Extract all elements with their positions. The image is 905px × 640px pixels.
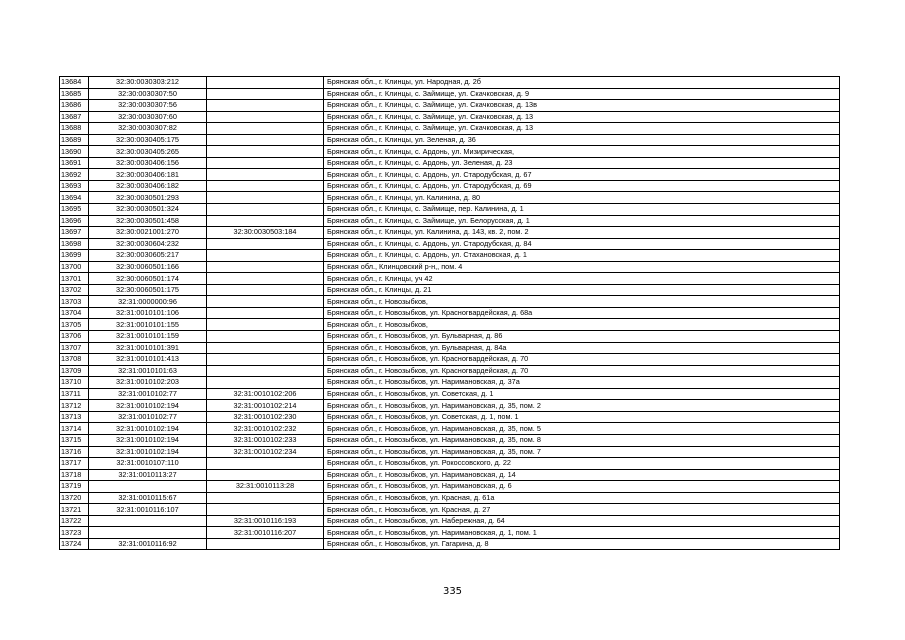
row-number-cell: 13692 [60, 169, 89, 181]
address-cell: Брянская обл., г. Новозыбков, ул. Гагарина, д. 8 [324, 538, 840, 550]
related-cadastral-number-cell: 32:31:0010102:214 [207, 400, 324, 412]
cadastral-number-cell: 32:30:0021001:270 [89, 227, 207, 239]
related-cadastral-number-cell [207, 123, 324, 135]
cadastral-number-cell [89, 481, 207, 493]
table-row [60, 504, 840, 516]
row-number-cell: 13689 [60, 134, 89, 146]
address-cell: Брянская обл., г. Клинцы, с. Займище, пер. Калинина, д. 1 [324, 204, 840, 216]
row-number-cell: 13720 [60, 492, 89, 504]
table-row [60, 538, 840, 550]
cadastral-number-cell: 32:30:0030604:232 [89, 238, 207, 250]
address-cell: Брянская обл., г. Новозыбков, ул. Рокоссовского, д. 22 [324, 458, 840, 470]
related-cadastral-number-cell [207, 77, 324, 89]
row-number-cell: 13693 [60, 180, 89, 192]
table-row [60, 261, 840, 273]
row-number-cell: 13684 [60, 77, 89, 89]
address-cell: Брянская обл., г. Новозыбков, ул. Наримановская, д. 14 [324, 469, 840, 481]
related-cadastral-number-cell [207, 238, 324, 250]
related-cadastral-number-cell [207, 284, 324, 296]
cadastral-number-cell: 32:30:0030307:82 [89, 123, 207, 135]
table-row [60, 400, 840, 412]
cadastral-number-cell [89, 527, 207, 539]
related-cadastral-number-cell [207, 538, 324, 550]
table-row [60, 434, 840, 446]
row-number-cell: 13712 [60, 400, 89, 412]
related-cadastral-number-cell [207, 111, 324, 123]
address-cell: Брянская обл., г. Новозыбков, ул. Наримановская, д. 6 [324, 481, 840, 493]
address-cell: Брянская обл., г. Клинцы, ул. Зеленая, д. 36 [324, 134, 840, 146]
related-cadastral-number-cell [207, 261, 324, 273]
row-number-cell: 13687 [60, 111, 89, 123]
table-row [60, 492, 840, 504]
related-cadastral-number-cell: 32:31:0010102:230 [207, 411, 324, 423]
address-cell: Брянская обл., г. Клинцы, с. Займище, ул. Скачковская, д. 13в [324, 100, 840, 112]
cadastral-number-cell: 32:30:0030307:56 [89, 100, 207, 112]
table-row [60, 111, 840, 123]
table-row [60, 365, 840, 377]
cadastral-number-cell: 32:31:0010116:92 [89, 538, 207, 550]
table-row [60, 192, 840, 204]
row-number-cell: 13715 [60, 434, 89, 446]
related-cadastral-number-cell [207, 273, 324, 285]
row-number-cell: 13724 [60, 538, 89, 550]
address-cell: Брянская обл., г. Клинцы, ул. Калинина, д. 80 [324, 192, 840, 204]
table-row [60, 227, 840, 239]
cadastral-number-cell: 32:31:0010102:77 [89, 388, 207, 400]
cadastral-number-cell: 32:30:0030406:156 [89, 157, 207, 169]
address-cell: Брянская обл., г. Новозыбков, ул. Наримановская, д. 35, пом. 5 [324, 423, 840, 435]
row-number-cell: 13700 [60, 261, 89, 273]
address-cell: Брянская обл., г. Новозыбков, ул. Красногвардейская, д. 68а [324, 307, 840, 319]
row-number-cell: 13706 [60, 331, 89, 343]
table-row [60, 284, 840, 296]
page-number: 335 [442, 586, 463, 597]
address-cell: Брянская обл., г. Клинцы, с. Ардонь, ул. Зеленая, д. 23 [324, 157, 840, 169]
address-cell: Брянская обл., Клинцовский р-н,, пом. 4 [324, 261, 840, 273]
related-cadastral-number-cell [207, 250, 324, 262]
row-number-cell: 13691 [60, 157, 89, 169]
cadastral-number-cell: 32:31:0010101:413 [89, 354, 207, 366]
address-cell: Брянская обл., г. Новозыбков, ул. Красногвардейская, д. 70 [324, 365, 840, 377]
cadastral-number-cell: 32:31:0010101:63 [89, 365, 207, 377]
table-row [60, 331, 840, 343]
table-row [60, 204, 840, 216]
table-row [60, 377, 840, 389]
row-number-cell: 13702 [60, 284, 89, 296]
address-cell: Брянская обл., г. Клинцы, с. Займище, ул. Скачковская, д. 9 [324, 88, 840, 100]
row-number-cell: 13713 [60, 411, 89, 423]
row-number-cell: 13696 [60, 215, 89, 227]
row-number-cell: 13690 [60, 146, 89, 158]
cadastral-number-cell: 32:31:0010102:194 [89, 446, 207, 458]
address-cell: Брянская обл., г. Новозыбков, ул. Советская, д. 1 [324, 388, 840, 400]
address-cell: Брянская обл., г. Новозыбков, ул. Наримановская, д. 35, пом. 7 [324, 446, 840, 458]
table-row [60, 88, 840, 100]
table-row [60, 100, 840, 112]
cadastral-number-cell: 32:30:0030405:265 [89, 146, 207, 158]
related-cadastral-number-cell [207, 146, 324, 158]
row-number-cell: 13694 [60, 192, 89, 204]
row-number-cell: 13701 [60, 273, 89, 285]
related-cadastral-number-cell: 32:31:0010116:193 [207, 515, 324, 527]
row-number-cell: 13719 [60, 481, 89, 493]
cadastral-number-cell: 32:31:0010116:107 [89, 504, 207, 516]
cadastral-number-cell: 32:31:0010102:194 [89, 400, 207, 412]
related-cadastral-number-cell [207, 307, 324, 319]
cadastral-number-cell: 32:30:0030501:458 [89, 215, 207, 227]
related-cadastral-number-cell [207, 169, 324, 181]
cadastral-number-cell: 32:31:0000000:96 [89, 296, 207, 308]
address-cell: Брянская обл., г. Клинцы, уч 42 [324, 273, 840, 285]
cadastral-number-cell: 32:30:0030406:181 [89, 169, 207, 181]
row-number-cell: 13705 [60, 319, 89, 331]
cadastral-number-cell: 32:30:0030307:50 [89, 88, 207, 100]
related-cadastral-number-cell [207, 469, 324, 481]
related-cadastral-number-cell [207, 192, 324, 204]
address-cell: Брянская обл., г. Новозыбков, [324, 319, 840, 331]
related-cadastral-number-cell: 32:30:0030503:184 [207, 227, 324, 239]
address-cell: Брянская обл., г. Новозыбков, ул. Красная, д. 61а [324, 492, 840, 504]
table-row [60, 481, 840, 493]
related-cadastral-number-cell: 32:31:0010102:232 [207, 423, 324, 435]
related-cadastral-number-cell: 32:31:0010102:234 [207, 446, 324, 458]
table-row [60, 354, 840, 366]
table-row [60, 458, 840, 470]
address-cell: Брянская обл., г. Клинцы, с. Займище, ул. Скачковская, д. 13 [324, 111, 840, 123]
address-cell: Брянская обл., г. Новозыбков, ул. Красногвардейская, д. 70 [324, 354, 840, 366]
row-number-cell: 13704 [60, 307, 89, 319]
address-cell: Брянская обл., г. Клинцы, с. Ардонь, ул. Мизирическая, [324, 146, 840, 158]
table-row [60, 469, 840, 481]
table-row [60, 388, 840, 400]
row-number-cell: 13714 [60, 423, 89, 435]
table-row [60, 319, 840, 331]
address-cell: Брянская обл., г. Клинцы, ул. Народная, д. 2б [324, 77, 840, 89]
address-cell: Брянская обл., г. Новозыбков, [324, 296, 840, 308]
table-row [60, 411, 840, 423]
table-row [60, 515, 840, 527]
related-cadastral-number-cell [207, 319, 324, 331]
row-number-cell: 13707 [60, 342, 89, 354]
related-cadastral-number-cell: 32:31:0010116:207 [207, 527, 324, 539]
row-number-cell: 13710 [60, 377, 89, 389]
cadastral-number-cell: 32:30:0060501:175 [89, 284, 207, 296]
cadastral-number-cell: 32:31:0010113:27 [89, 469, 207, 481]
related-cadastral-number-cell [207, 504, 324, 516]
cadastral-number-cell: 32:30:0030406:182 [89, 180, 207, 192]
table-row [60, 215, 840, 227]
cadastral-number-cell: 32:31:0010102:203 [89, 377, 207, 389]
row-number-cell: 13709 [60, 365, 89, 377]
related-cadastral-number-cell: 32:31:0010113:28 [207, 481, 324, 493]
cadastral-number-cell: 32:31:0010101:159 [89, 331, 207, 343]
row-number-cell: 13697 [60, 227, 89, 239]
related-cadastral-number-cell [207, 88, 324, 100]
address-cell: Брянская обл., г. Клинцы, с. Займище, ул. Скачковская, д. 13 [324, 123, 840, 135]
row-number-cell: 13718 [60, 469, 89, 481]
row-number-cell: 13695 [60, 204, 89, 216]
table-row [60, 446, 840, 458]
row-number-cell: 13721 [60, 504, 89, 516]
address-cell: Брянская обл., г. Новозыбков, ул. Советская, д. 1, пом. 1 [324, 411, 840, 423]
property-table-body [60, 77, 840, 550]
address-cell: Брянская обл., г. Новозыбков, ул. Наримановская, д. 35, пом. 8 [324, 434, 840, 446]
table-row [60, 296, 840, 308]
address-cell: Брянская обл., г. Новозыбков, ул. Наримановская, д. 37а [324, 377, 840, 389]
related-cadastral-number-cell [207, 458, 324, 470]
address-cell: Брянская обл., г. Клинцы, д. 21 [324, 284, 840, 296]
address-cell: Брянская обл., г. Клинцы, с. Займище, ул. Белорусская, д. 1 [324, 215, 840, 227]
address-cell: Брянская обл., г. Новозыбков, ул. Наримановская, д. 35, пом. 2 [324, 400, 840, 412]
related-cadastral-number-cell [207, 157, 324, 169]
table-row [60, 273, 840, 285]
cadastral-number-cell: 32:30:0060501:166 [89, 261, 207, 273]
row-number-cell: 13711 [60, 388, 89, 400]
related-cadastral-number-cell [207, 342, 324, 354]
related-cadastral-number-cell [207, 215, 324, 227]
related-cadastral-number-cell: 32:31:0010102:206 [207, 388, 324, 400]
table-row [60, 134, 840, 146]
address-cell: Брянская обл., г. Клинцы, ул. Калинина, д. 143, кв. 2, пом. 2 [324, 227, 840, 239]
cadastral-number-cell: 32:30:0030501:324 [89, 204, 207, 216]
table-row [60, 169, 840, 181]
address-cell: Брянская обл., г. Клинцы, с. Ардонь, ул. Стародубская, д. 67 [324, 169, 840, 181]
cadastral-number-cell: 32:31:0010107:110 [89, 458, 207, 470]
row-number-cell: 13685 [60, 88, 89, 100]
cadastral-number-cell: 32:31:0010101:106 [89, 307, 207, 319]
row-number-cell: 13723 [60, 527, 89, 539]
address-cell: Брянская обл., г. Новозыбков, ул. Наримановская, д. 1, пом. 1 [324, 527, 840, 539]
table-row [60, 180, 840, 192]
row-number-cell: 13716 [60, 446, 89, 458]
table-row [60, 77, 840, 89]
address-cell: Брянская обл., г. Клинцы, с. Ардонь, ул. Стародубская, д. 69 [324, 180, 840, 192]
related-cadastral-number-cell [207, 365, 324, 377]
cadastral-number-cell: 32:31:0010102:77 [89, 411, 207, 423]
cadastral-number-cell: 32:30:0030303:212 [89, 77, 207, 89]
table-row [60, 250, 840, 262]
cadastral-number-cell [89, 515, 207, 527]
related-cadastral-number-cell [207, 331, 324, 343]
related-cadastral-number-cell [207, 377, 324, 389]
table-row [60, 157, 840, 169]
table-row [60, 527, 840, 539]
table-row [60, 423, 840, 435]
address-cell: Брянская обл., г. Клинцы, с. Ардонь, ул. Стахановская, д. 1 [324, 250, 840, 262]
address-cell: Брянская обл., г. Новозыбков, ул. Бульварная, д. 84а [324, 342, 840, 354]
table-row [60, 238, 840, 250]
address-cell: Брянская обл., г. Новозыбков, ул. Красная, д. 27 [324, 504, 840, 516]
row-number-cell: 13686 [60, 100, 89, 112]
related-cadastral-number-cell [207, 492, 324, 504]
cadastral-number-cell: 32:31:0010115:67 [89, 492, 207, 504]
cadastral-number-cell: 32:31:0010101:391 [89, 342, 207, 354]
related-cadastral-number-cell [207, 180, 324, 192]
row-number-cell: 13698 [60, 238, 89, 250]
row-number-cell: 13688 [60, 123, 89, 135]
row-number-cell: 13722 [60, 515, 89, 527]
address-cell: Брянская обл., г. Новозыбков, ул. Набережная, д. 64 [324, 515, 840, 527]
cadastral-number-cell: 32:31:0010101:155 [89, 319, 207, 331]
related-cadastral-number-cell [207, 354, 324, 366]
related-cadastral-number-cell [207, 134, 324, 146]
cadastral-number-cell: 32:31:0010102:194 [89, 434, 207, 446]
row-number-cell: 13717 [60, 458, 89, 470]
related-cadastral-number-cell [207, 100, 324, 112]
table-row [60, 342, 840, 354]
cadastral-number-cell: 32:30:0060501:174 [89, 273, 207, 285]
address-cell: Брянская обл., г. Клинцы, с. Ардонь, ул. Стародубская, д. 84 [324, 238, 840, 250]
cadastral-number-cell: 32:30:0030501:293 [89, 192, 207, 204]
related-cadastral-number-cell [207, 204, 324, 216]
cadastral-number-cell: 32:31:0010102:194 [89, 423, 207, 435]
table-row [60, 123, 840, 135]
row-number-cell: 13699 [60, 250, 89, 262]
address-cell: Брянская обл., г. Новозыбков, ул. Бульварная, д. 86 [324, 331, 840, 343]
related-cadastral-number-cell: 32:31:0010102:233 [207, 434, 324, 446]
table-row [60, 307, 840, 319]
property-table [59, 76, 840, 550]
cadastral-number-cell: 32:30:0030405:175 [89, 134, 207, 146]
table-row [60, 146, 840, 158]
row-number-cell: 13708 [60, 354, 89, 366]
row-number-cell: 13703 [60, 296, 89, 308]
cadastral-number-cell: 32:30:0030605:217 [89, 250, 207, 262]
cadastral-number-cell: 32:30:0030307:60 [89, 111, 207, 123]
related-cadastral-number-cell [207, 296, 324, 308]
